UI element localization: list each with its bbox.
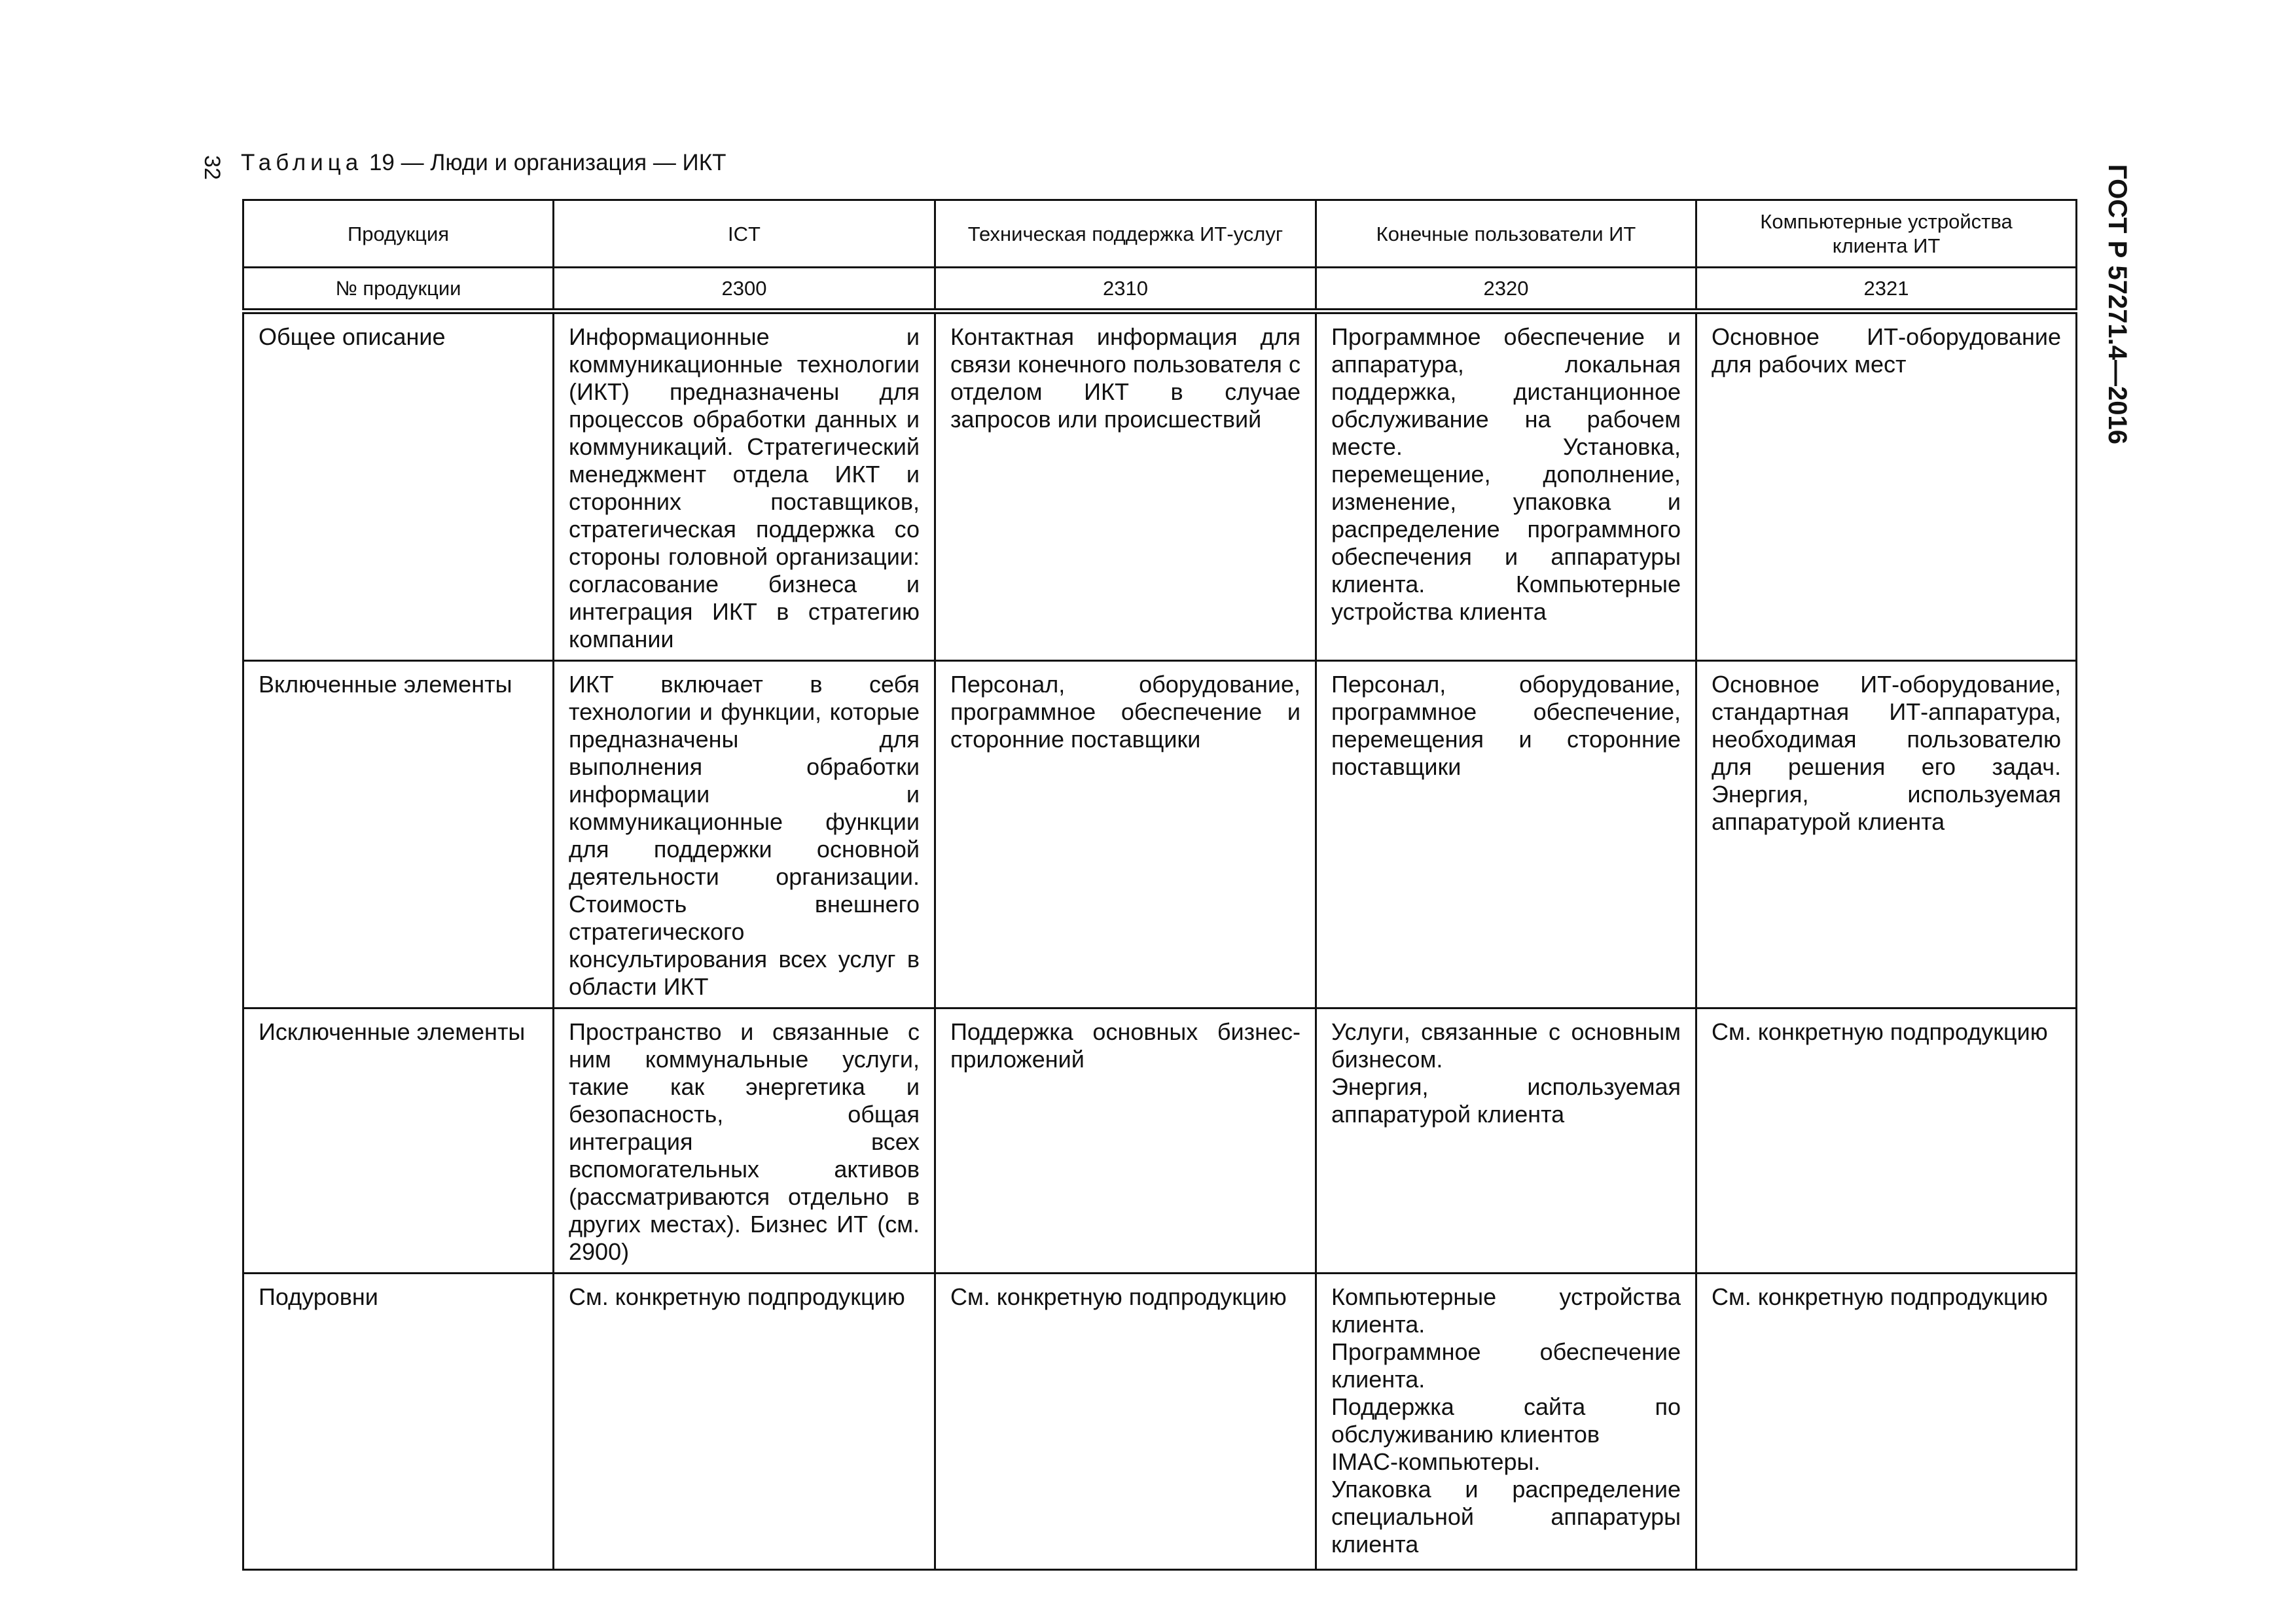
- table-cell: Контактная информация для связи конечного пользователя с отделом ИКТ в случае запросов или происшествий: [935, 312, 1316, 661]
- header-cell-support: Техническая поддержка ИТ-услуг: [935, 200, 1316, 268]
- table-cell: Программное обеспечение и аппаратура, локальная поддержка, дистанционное обслуживание на рабочем месте. Установка, перемещение, дополнение, изменение, упаковка и распределение программного обеспечения и аппаратуры клиента. Компьютерные устройства клиента: [1316, 312, 1696, 661]
- table-cell: Персонал, оборудование, программное обеспечение, перемещения и сторонние поставщики: [1316, 661, 1696, 1008]
- table-cell: Услуги, связанные с основным бизнесом. Энергия, используемая аппаратурой клиента: [1316, 1008, 1696, 1274]
- code-cell: 2310: [935, 268, 1316, 312]
- table-cell: См. конкретную подпродукцию: [935, 1274, 1316, 1570]
- table-codes-row: [243, 268, 2077, 312]
- table-row-included-elements: [243, 661, 2077, 1008]
- code-cell: 2321: [1696, 268, 2077, 312]
- table-caption-label: Таблица: [241, 150, 363, 175]
- header-cell-ict: ICT: [554, 200, 935, 268]
- standard-code: ГОСТ Р 57271.4—2016: [2103, 164, 2132, 445]
- header-cell-client-devices: Компьютерные устройства клиента ИТ: [1696, 200, 2077, 268]
- table-row-sublevels: [243, 1274, 2077, 1570]
- table-cell: ИКТ включает в себя технологии и функции, которые предназначены для выполнения обработки информации и коммуникационные функции для поддержки основной деятельности организации. Стоимость внешнего стратегического консультирования всех услуг в области ИКТ: [554, 661, 935, 1008]
- products-table: [242, 199, 2077, 1571]
- row-label: Включенные элементы: [243, 661, 554, 1008]
- table-cell: См. конкретную подпродукцию: [1696, 1008, 2077, 1274]
- table-cell: Основное ИТ-оборудование, стандартная ИТ-аппаратура, необходимая пользователю для решения его задач. Энергия, используемая аппаратурой клиента: [1696, 661, 2077, 1008]
- table-cell: См. конкретную подпродукцию: [554, 1274, 935, 1570]
- row-label: Исключенные элементы: [243, 1008, 554, 1274]
- code-cell: 2320: [1316, 268, 1696, 312]
- table-row-general-description: [243, 312, 2077, 661]
- table-row-excluded-elements: [243, 1008, 2077, 1274]
- code-cell: 2300: [554, 268, 935, 312]
- header-cell-end-users: Конечные пользователи ИТ: [1316, 200, 1696, 268]
- page-number: 32: [200, 155, 224, 180]
- header-cell-product: Продукция: [243, 200, 554, 268]
- table-header-row: [243, 200, 2077, 268]
- code-cell-label: № продукции: [243, 268, 554, 312]
- row-label: Подуровни: [243, 1274, 554, 1570]
- table-cell: Поддержка основных бизнес-приложений: [935, 1008, 1316, 1274]
- table-cell: Компьютерные устройства клиента. Программное обеспечение клиента. Поддержка сайта по обслуживанию клиентов IMAC-компьютеры. Упаковка и распределение специальной аппаратуры клиента: [1316, 1274, 1696, 1570]
- row-label: Общее описание: [243, 312, 554, 661]
- table-cell: Персонал, оборудование, программное обеспечение и сторонние поставщики: [935, 661, 1316, 1008]
- table-caption: [241, 148, 726, 178]
- table-cell: Информационные и коммуникационные технологии (ИКТ) предназначены для процессов обработки данных и коммуникаций. Стратегический менеджмент отдела ИКТ и сторонних поставщиков, стратегическая поддержка со стороны головной организации: согласование бизнеса и интеграция ИКТ в стратегию компании: [554, 312, 935, 661]
- table-caption-text: 19 — Люди и организация — ИКТ: [368, 150, 726, 175]
- table-cell: Основное ИТ-оборудование для рабочих мест: [1696, 312, 2077, 661]
- table-cell: См. конкретную подпродукцию: [1696, 1274, 2077, 1570]
- table-cell: Пространство и связанные с ним коммунальные услуги, такие как энергетика и безопасность, общая интеграция всех вспомогательных активов (рассматриваются отдельно в других местах). Бизнес ИТ (см. 2900): [554, 1008, 935, 1274]
